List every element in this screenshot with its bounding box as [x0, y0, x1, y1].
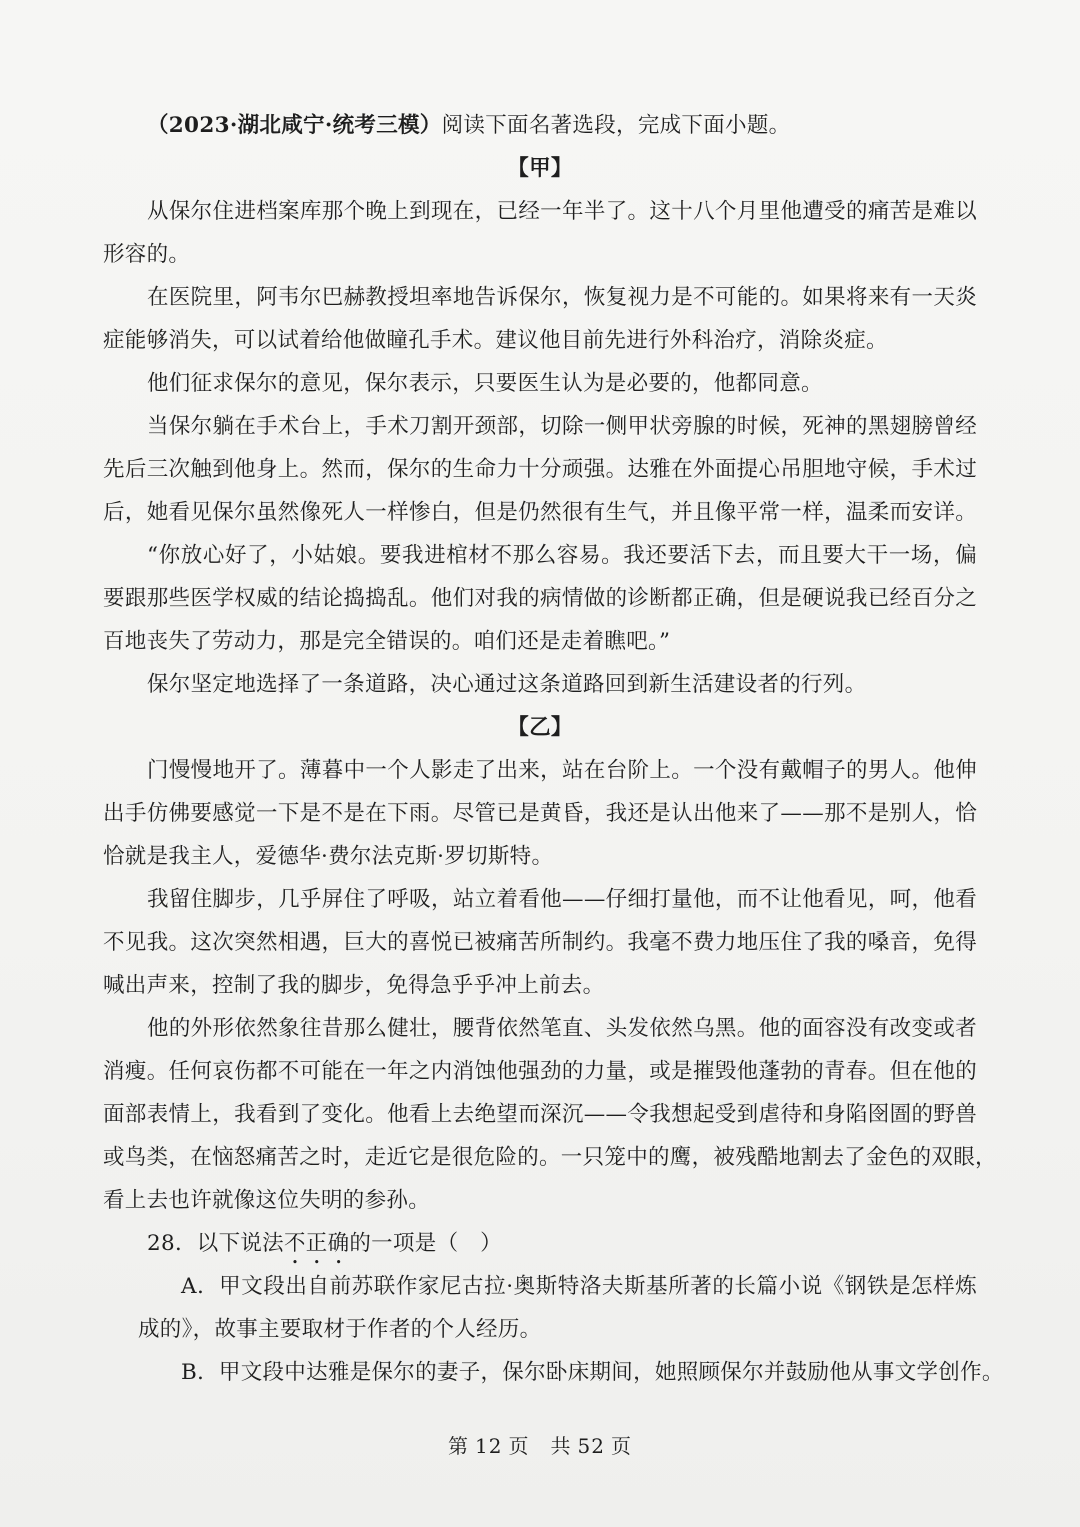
page-footer: [0, 1430, 1080, 1459]
section-jia-title: 【甲】: [507, 156, 573, 181]
paragraph-line: 不见我。这次突然相遇，巨大的喜悦已被痛苦所制约。我毫不费力地压住了我的嗓音，免得: [103, 930, 977, 955]
option-b-line1: B．甲文段中达雅是保尔的妻子，保尔卧床期间，她照顾保尔并鼓励他从事文学创作。: [181, 1360, 1004, 1385]
paragraph-line: 消瘦。任何哀伤都不可能在一年之内消蚀他强劲的力量，或是摧毁他蓬勃的青春。但在他的: [103, 1059, 977, 1084]
option-a-line1: A．甲文段出自前苏联作家尼古拉·奥斯特洛夫斯基所著的长篇小说《钢铁是怎样炼: [181, 1274, 977, 1299]
question-stem-after: 的一项是（ ）: [349, 1231, 502, 1256]
paragraph-line: 门慢慢地开了。薄暮中一个人影走了出来，站在台阶上。一个没有戴帽子的男人。他伸: [147, 758, 977, 783]
paragraph-line: 当保尔躺在手术台上，手术刀割开颈部，切除一侧甲状旁腺的时候，死神的黑翅膀曾经: [147, 414, 977, 439]
question-source: （2023·湖北咸宁·统考三模）: [147, 113, 442, 138]
paragraph-line: 在医院里，阿韦尔巴赫教授坦率地告诉保尔，恢复视力是不可能的。如果将来有一天炎: [147, 285, 977, 310]
paragraph-line: 喊出声来，控制了我的脚步，免得急乎乎冲上前去。: [103, 973, 605, 998]
paragraph-line: 恰就是我主人，爱德华·费尔法克斯·罗切斯特。: [103, 844, 554, 869]
paragraph-line: 症能够消失，可以试着给他做瞳孔手术。建议他目前先进行外科治疗，消除炎症。: [103, 328, 888, 353]
paragraph-line: 要跟那些医学权威的结论捣捣乱。他们对我的病情做的诊断都正确，但是硬说我已经百分之: [103, 586, 977, 611]
question-instruction: 阅读下面名著选段，完成下面小题。: [441, 113, 791, 138]
question-emphasis: 不正确: [283, 1231, 350, 1256]
question-stem-before: 以下说法: [196, 1231, 284, 1256]
paragraph-line: 他们征求保尔的意见，保尔表示，只要医生认为是必要的，他都同意。: [147, 371, 823, 396]
paragraph-line: 后，她看见保尔虽然像死人一样惨白，但是仍然很有生气，并且像平常一样，温柔而安详。: [103, 500, 977, 525]
question-stem: [103, 1222, 977, 1265]
paragraph-line: 我留住脚步，几乎屏住了呼吸，站立着看他——仔细打量他，而不让他看见，呵，他看: [147, 887, 977, 912]
paragraph-line: 从保尔住进档案库那个晚上到现在，已经一年半了。这十八个月里他遭受的痛苦是难以: [147, 199, 977, 224]
page-content: [103, 104, 1004, 1394]
paragraph-line: 或鸟类，在恼怒痛苦之时，走近它是很危险的。一只笼中的鹰，被残酷地割去了金色的双眼，: [103, 1145, 997, 1170]
footer-total-pages: 52: [577, 1434, 605, 1458]
paragraph-line: 他的外形依然象往昔那么健壮，腰背依然笔直、头发依然乌黑。他的面容没有改变或者: [147, 1016, 977, 1041]
footer-prefix: 第: [448, 1434, 470, 1458]
paragraph-line: 百地丧失了劳动力，那是完全错误的。咱们还是走着瞧吧。”: [103, 629, 671, 654]
footer-suffix: 页: [610, 1434, 632, 1458]
paragraph-line: 面部表情上，我看到了变化。他看上去绝望而深沉——令我想起受到虐待和身陷囹圄的野兽: [103, 1102, 977, 1127]
question-number: 28．: [147, 1231, 197, 1256]
footer-middle: 页 共: [508, 1434, 572, 1458]
footer-current-page: 12: [475, 1434, 503, 1458]
paragraph-line: 形容的。: [103, 242, 191, 267]
paragraph-line: 出手仿佛要感觉一下是不是在下雨。尽管已是黄昏，我还是认出他来了——那不是别人，恰: [103, 801, 977, 826]
paragraph-line: 保尔坚定地选择了一条道路，决心通过这条道路回到新生活建设者的行列。: [147, 672, 867, 697]
option-a-line2: 成的》，故事主要取材于作者的个人经历。: [138, 1317, 542, 1342]
paragraph-line: 先后三次触到他身上。然而，保尔的生命力十分顽强。达雅在外面提心吊胆地守候，手术过: [103, 457, 977, 482]
section-yi-title: 【乙】: [507, 715, 573, 740]
question-header: [103, 104, 977, 147]
paragraph-line: 看上去也许就像这位失明的参孙。: [103, 1188, 431, 1213]
paragraph-line: “你放心好了，小姑娘。要我进棺材不那么容易。我还要活下去，而且要大干一场，偏: [147, 543, 977, 568]
